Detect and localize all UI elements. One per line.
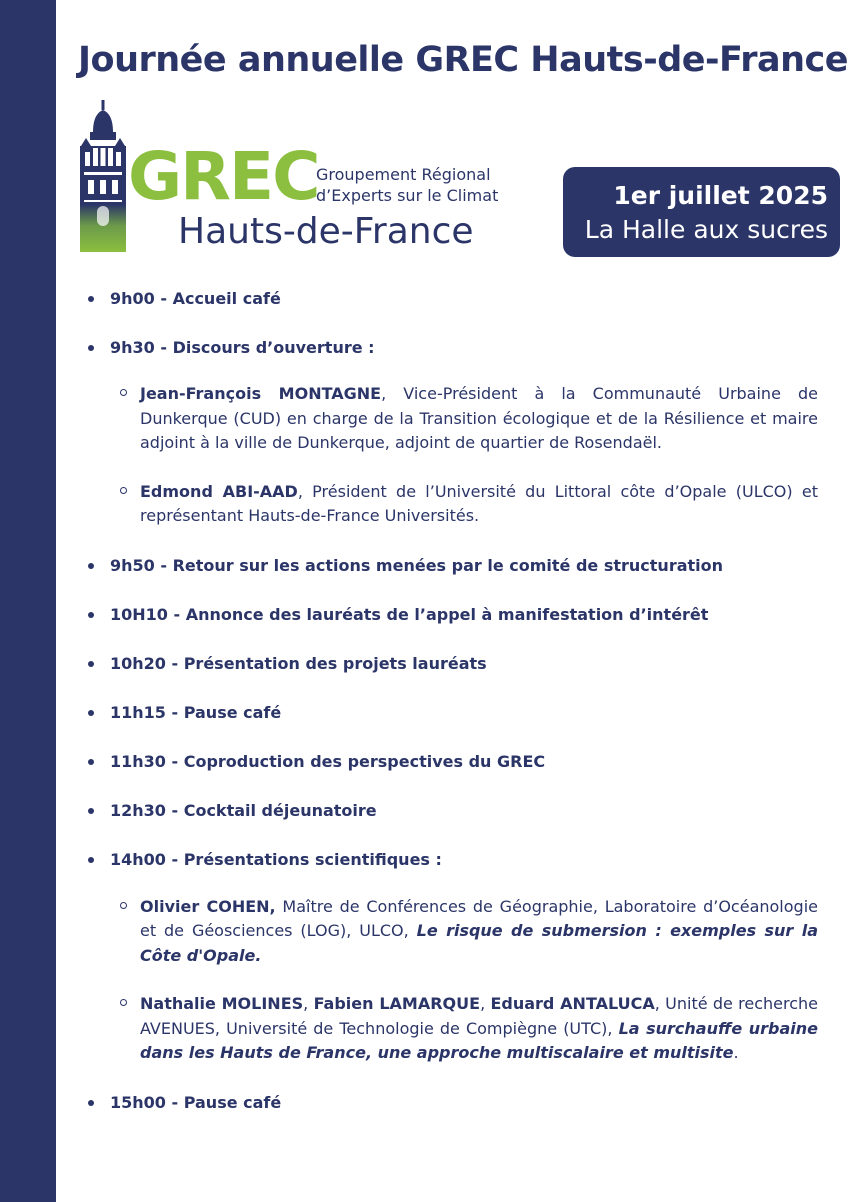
speaker-name: Olivier COHEN, xyxy=(140,896,276,916)
program-item xyxy=(82,604,818,626)
program-list xyxy=(82,288,818,1114)
program-item xyxy=(82,1092,818,1114)
bullet-icon xyxy=(88,296,94,302)
speaker-name: Nathalie MOLINES xyxy=(140,994,304,1013)
program-item-label: 11h30 - Coproduction des perspectives du GREC xyxy=(110,751,546,771)
talk-tail: . xyxy=(733,1043,739,1062)
program-item xyxy=(82,751,818,773)
page-title: Journée annuelle GREC Hauts-de-France xyxy=(78,40,848,80)
talk-title: Le risque de submersion : exemples sur la Côte d'Opale. xyxy=(140,921,818,965)
program-item-label: 10H10 - Annonce des lauréats de l’appel à manifestation d’intérêt xyxy=(110,604,709,624)
grec-logo xyxy=(78,100,508,260)
logo-subtitle-line2: d’Experts sur le Climat xyxy=(316,186,499,205)
speaker-affiliation: , Unité de recherche AVENUES, Université de Technologie de Compiègne (UTC), xyxy=(140,994,819,1038)
program-item-label: 9h50 - Retour sur les actions menées par le comité de structuration xyxy=(110,555,724,575)
circle-bullet-icon xyxy=(120,487,127,494)
event-date: 1er juillet 2025 xyxy=(613,181,828,210)
speaker-name: Eduard ANTALUCA xyxy=(490,994,655,1013)
program-item xyxy=(82,849,818,871)
speaker-description: , Président de l’Université du Littoral côte d’Opale (ULCO) et représentant Hauts-de-France Universités. xyxy=(140,481,818,525)
side-band xyxy=(0,0,56,1202)
program-item xyxy=(82,555,818,577)
program-item-label: 11h15 - Pause café xyxy=(110,702,282,722)
speaker-affiliation: Maître de Conférences de Géographie, Laboratoire d’Océanologie et de Géosciences (LOG), ULCO, xyxy=(140,896,818,940)
bullet-icon xyxy=(88,1100,94,1106)
logo-region: Hauts-de-France xyxy=(178,211,474,252)
program-item-label: 9h30 - Discours d’ouverture : xyxy=(110,338,375,357)
program-item-label: 10h20 - Présentation des projets lauréats xyxy=(110,653,487,673)
program-item xyxy=(82,288,818,310)
program-item xyxy=(82,337,818,359)
logo-subtitle-line1: Groupement Régional xyxy=(316,165,491,184)
bullet-icon xyxy=(88,563,94,569)
bullet-icon xyxy=(88,612,94,618)
bullet-icon xyxy=(88,857,94,863)
speaker-name: Fabien LAMARQUE xyxy=(313,994,481,1013)
circle-bullet-icon xyxy=(120,902,127,909)
circle-bullet-icon xyxy=(120,999,127,1006)
bullet-icon xyxy=(88,759,94,765)
speaker-name: Edmond ABI-AAD xyxy=(140,481,298,501)
belfry-icon xyxy=(78,100,128,252)
circle-bullet-icon xyxy=(120,389,127,396)
program-item xyxy=(82,800,818,822)
date-venue-box xyxy=(563,167,840,257)
speaker-entry xyxy=(82,382,818,456)
talk-title: La surchauffe urbaine dans les Hauts de France, une approche multiscalaire et multisite xyxy=(140,1018,818,1062)
program-item xyxy=(82,702,818,724)
program-item-label: 14h00 - Présentations scientifiques : xyxy=(110,849,442,869)
name-separator: , xyxy=(480,994,491,1013)
speaker-description: , Vice-Président à la Communauté Urbaine de Dunkerque (CUD) en charge de la Transition écologique et de la Résilience et maire adjoint à la ville de Dunkerque, adjoint de quartier de Rosendaël. xyxy=(140,384,818,452)
program-item-label: 15h00 - Pause café xyxy=(110,1092,282,1112)
talk-entry xyxy=(82,895,818,969)
program-item-label: 12h30 - Cocktail déjeunatoire xyxy=(110,800,377,820)
bullet-icon xyxy=(88,710,94,716)
speaker-name: Jean-François MONTAGNE xyxy=(140,384,382,403)
event-venue: La Halle aux sucres xyxy=(584,214,828,244)
talk-entry xyxy=(82,992,818,1066)
name-separator: , xyxy=(303,994,314,1013)
logo-grec-word: GREC xyxy=(128,138,319,215)
bullet-icon xyxy=(88,661,94,667)
bullet-icon xyxy=(88,808,94,814)
speaker-entry xyxy=(82,480,818,529)
program-item xyxy=(82,653,818,675)
program-item-label: 9h00 - Accueil café xyxy=(110,289,281,308)
bullet-icon xyxy=(88,345,94,351)
